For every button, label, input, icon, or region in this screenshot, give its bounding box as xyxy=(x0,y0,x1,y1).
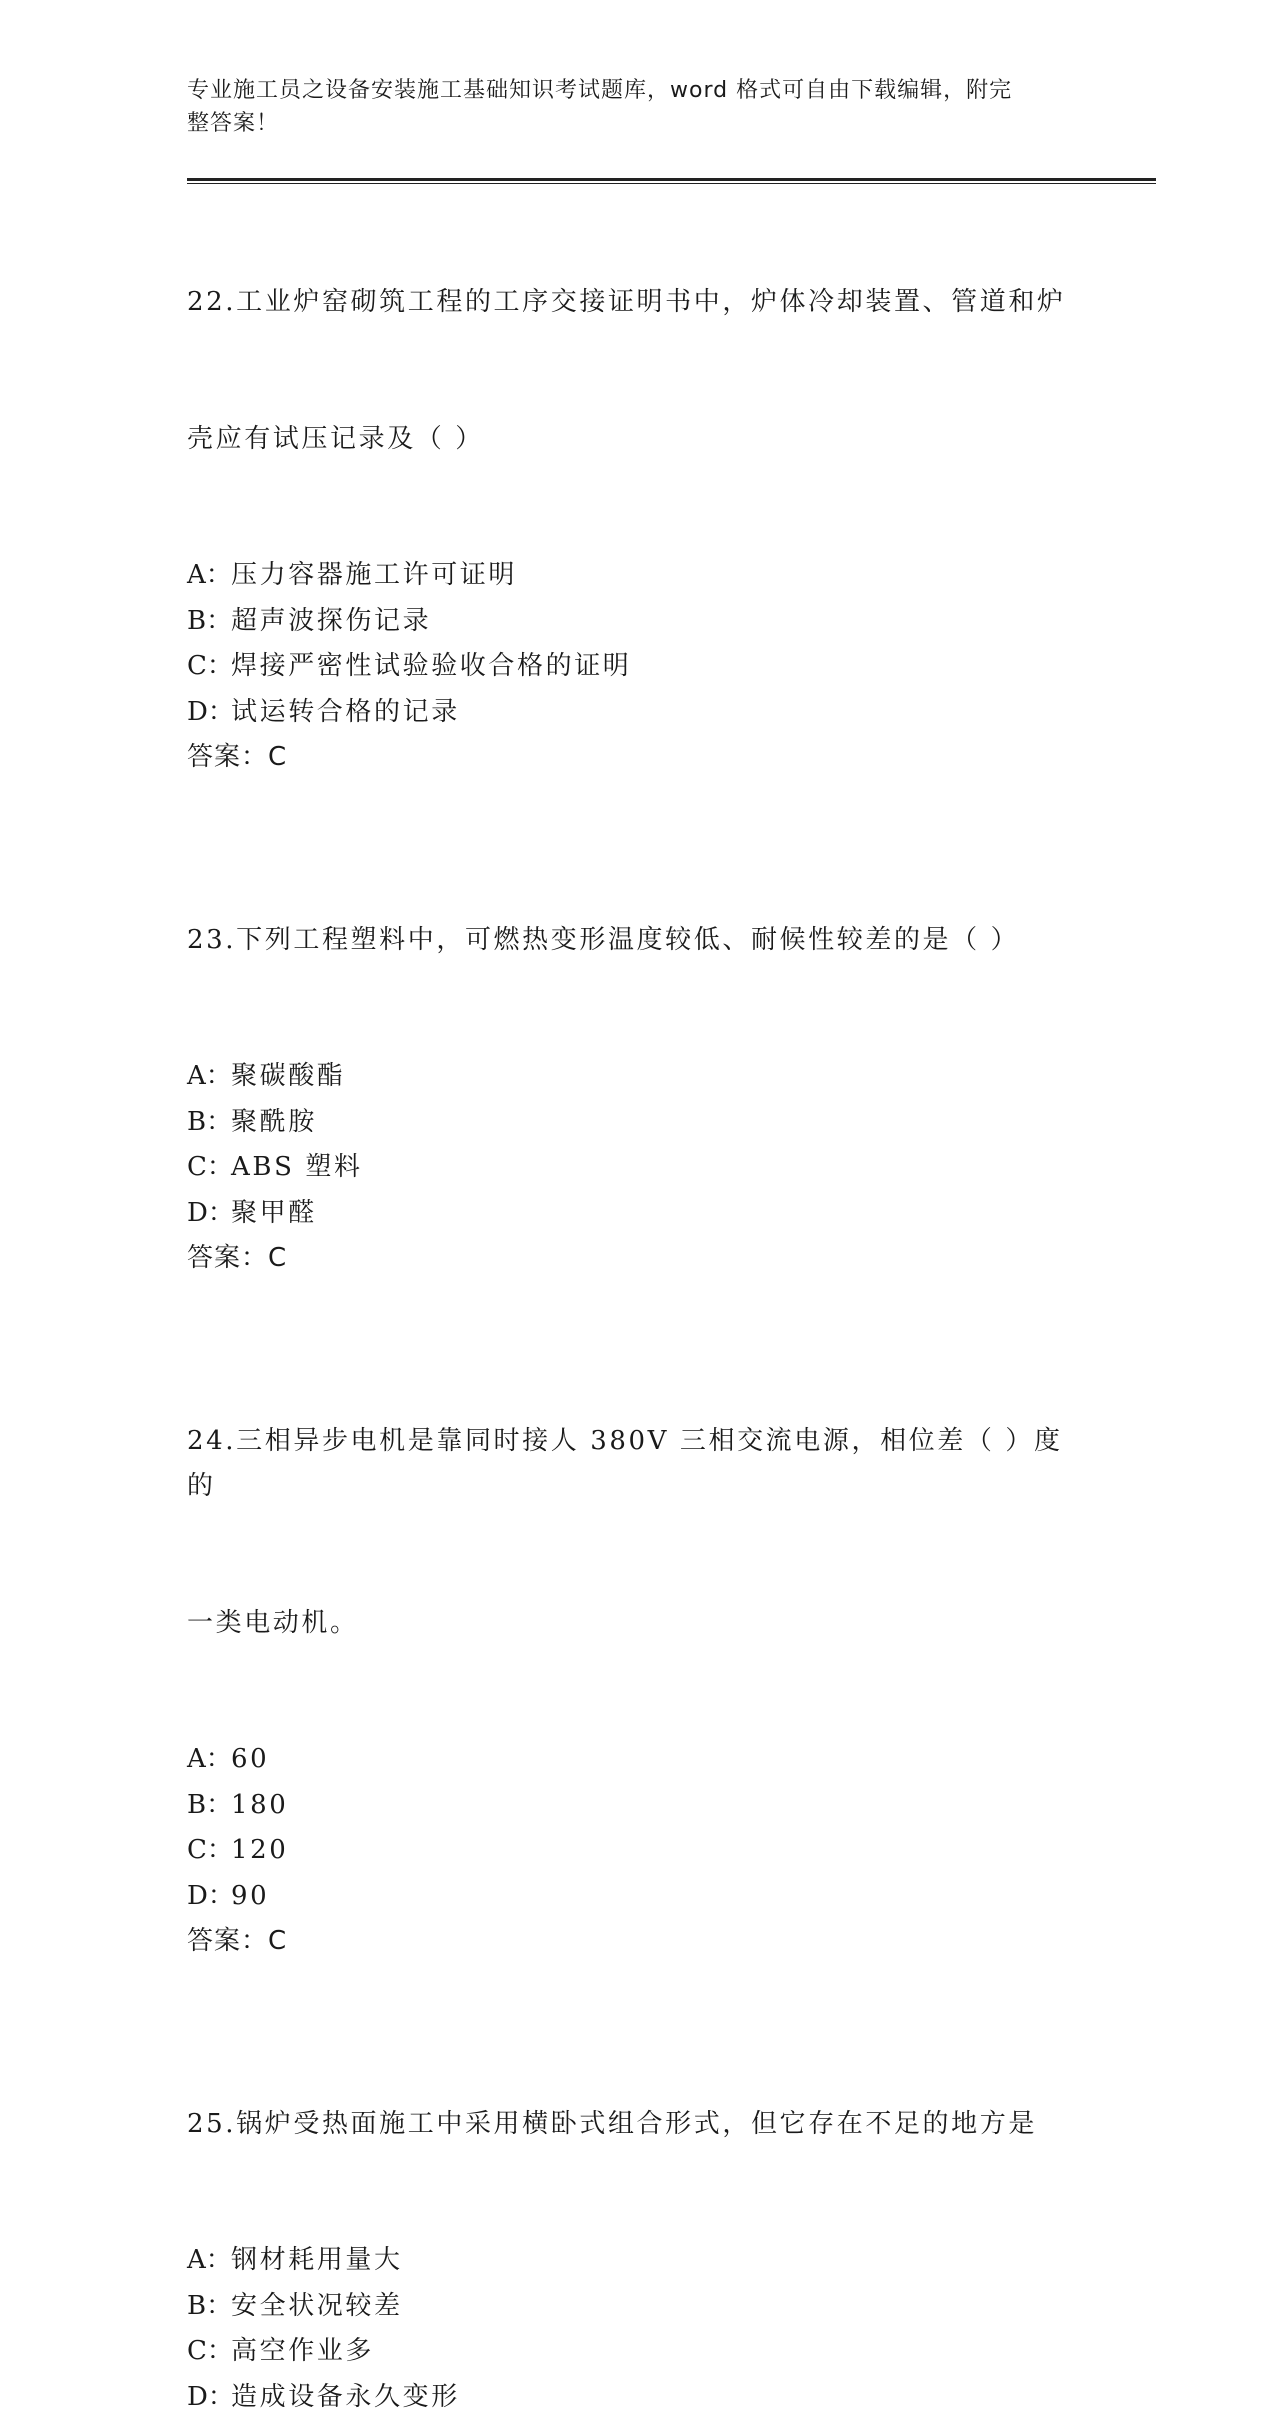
option-b xyxy=(187,599,1087,645)
option-b xyxy=(187,1783,1087,1829)
option-text: 120 xyxy=(231,1835,288,1865)
answer-line: 答案：C xyxy=(187,1236,1087,1282)
option-d xyxy=(187,690,1087,736)
header-divider-thin xyxy=(187,183,1156,184)
option-c xyxy=(187,2329,1087,2375)
option-key: B： xyxy=(187,599,231,645)
option-text: 60 xyxy=(231,1744,269,1774)
option-text: 聚甲醛 xyxy=(231,1198,317,1228)
option-text: 聚酰胺 xyxy=(231,1107,317,1137)
option-key: D： xyxy=(187,1191,231,1237)
option-key: D： xyxy=(187,1874,231,1920)
option-text: 压力容器施工许可证明 xyxy=(231,560,517,590)
option-d xyxy=(187,1874,1087,1920)
option-d xyxy=(187,2375,1087,2420)
option-key: A： xyxy=(187,1054,231,1100)
option-b xyxy=(187,1100,1087,1146)
question-text-line: 22.工业炉窑砌筑工程的工序交接证明书中，炉体冷却装置、管道和炉 xyxy=(187,280,1087,326)
option-text: 高空作业多 xyxy=(231,2336,374,2366)
option-text: 安全状况较差 xyxy=(231,2291,403,2321)
option-a xyxy=(187,1054,1087,1100)
question-25 xyxy=(187,2011,1087,2420)
option-text: 超声波探伤记录 xyxy=(231,606,431,636)
question-text xyxy=(187,827,1087,1055)
question-text-line: 25.锅炉受热面施工中采用横卧式组合形式，但它存在不足的地方是 xyxy=(187,2102,1087,2148)
header-line-1: 专业施工员之设备安装施工基础知识考试题库，word 格式可自由下载编辑，附完 xyxy=(187,74,1067,107)
option-text: 试运转合格的记录 xyxy=(231,697,460,727)
question-text-line: 24.三相异步电机是靠同时接人 380V 三相交流电源，相位差（ ）度的 xyxy=(187,1419,1087,1510)
option-key: C： xyxy=(187,1145,231,1191)
option-key: A： xyxy=(187,553,231,599)
question-text xyxy=(187,189,1087,553)
header-line-2: 整答案！ xyxy=(187,107,1067,140)
option-text: 90 xyxy=(231,1881,269,1911)
option-c xyxy=(187,1145,1087,1191)
option-key: A： xyxy=(187,1737,231,1783)
option-a xyxy=(187,1737,1087,1783)
option-key: C： xyxy=(187,1828,231,1874)
option-key: B： xyxy=(187,2284,231,2330)
option-text: 焊接严密性试验验收合格的证明 xyxy=(231,651,631,681)
answer-line: 答案：C xyxy=(187,735,1087,781)
option-c xyxy=(187,644,1087,690)
option-key: B： xyxy=(187,1783,231,1829)
option-key: B： xyxy=(187,1100,231,1146)
option-key: C： xyxy=(187,644,231,690)
option-a xyxy=(187,553,1087,599)
question-list xyxy=(187,189,1087,2420)
question-23 xyxy=(187,827,1087,1282)
question-text-line: 23.下列工程塑料中，可燃热变形温度较低、耐候性较差的是（ ） xyxy=(187,918,1087,964)
option-key: C： xyxy=(187,2329,231,2375)
question-22 xyxy=(187,189,1087,781)
document-header xyxy=(187,74,1067,140)
option-text: 180 xyxy=(231,1790,288,1820)
answer-line: 答案：C xyxy=(187,1919,1087,1965)
option-a xyxy=(187,2238,1087,2284)
option-text: ABS 塑料 xyxy=(231,1152,363,1182)
option-d xyxy=(187,1191,1087,1237)
header-divider-thick xyxy=(187,178,1156,181)
option-c xyxy=(187,1828,1087,1874)
question-text xyxy=(187,1328,1087,1738)
question-text-line: 一类电动机。 xyxy=(187,1601,1087,1647)
option-text: 聚碳酸酯 xyxy=(231,1061,345,1091)
option-key: D： xyxy=(187,2375,231,2420)
question-text-line: 壳应有试压记录及（ ） xyxy=(187,417,1087,463)
option-key: D： xyxy=(187,690,231,736)
option-key: A： xyxy=(187,2238,231,2284)
option-b xyxy=(187,2284,1087,2330)
question-24 xyxy=(187,1328,1087,1965)
question-text xyxy=(187,2011,1087,2239)
option-text: 钢材耗用量大 xyxy=(231,2245,403,2275)
option-text: 造成设备永久变形 xyxy=(231,2382,460,2412)
